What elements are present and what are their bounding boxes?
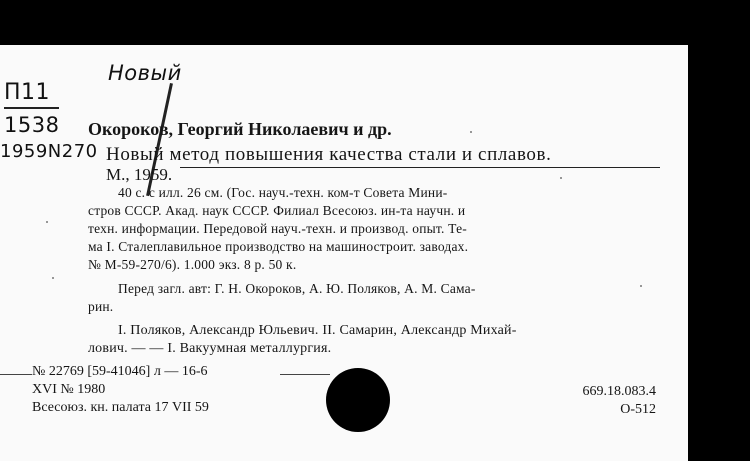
card-title: Новый метод повышения качества стали и сплавов.: [106, 144, 552, 165]
paper-speck: [640, 285, 642, 287]
description-line: 40 с. с илл. 26 см. (Гос. науч.-техн. ком-т Совета Мини-: [118, 185, 448, 200]
handwritten-call-number: 1959N270: [0, 141, 98, 162]
book-chamber-stamp: Всесоюз. кн. палата 17 VII 59: [32, 400, 209, 415]
description-line: стров СССР. Акад. наук СССР. Филиал Всесоюз. ин-та научн. и: [88, 203, 466, 218]
description-line: № М-59-270/6). 1.000 экз. 8 р. 50 к.: [88, 257, 297, 272]
description-line: ма I. Сталеплавильное производство на машиностроит. заводах.: [88, 239, 469, 254]
paper-speck: [470, 131, 472, 133]
tracing-line: I. Поляков, Александр Юльевич. II. Самарин, Александр Михай-: [118, 323, 517, 338]
card-imprint: М., 1959.: [106, 165, 173, 184]
handwritten-class-mark: П11: [4, 80, 51, 105]
udc-code: 669.18.083.4: [582, 384, 656, 399]
paper-speck: [52, 277, 54, 279]
handwritten-underline: [4, 107, 59, 109]
shelf-mark: XVI № 1980: [32, 382, 106, 397]
author-note-line: Перед загл. авт: Г. Н. Окороков, А. Ю. Поляков, А. М. Сама-: [118, 281, 476, 296]
paper-speck: [560, 177, 562, 179]
catalog-card: [0, 45, 688, 461]
description-line: техн. информации. Передовой науч.-техн. и производ. опыт. Те-: [88, 221, 467, 236]
handwritten-annotation: Новый: [108, 61, 182, 85]
title-underline: [180, 167, 660, 168]
handwritten-class-number: 1538: [4, 113, 60, 137]
tracing-number: № 22769 [59-41046] л — 16-6: [32, 364, 208, 379]
order-code: О-512: [620, 402, 656, 417]
card-author: Окороков, Георгий Николаевич и др.: [88, 119, 392, 139]
paper-speck: [46, 221, 48, 223]
rule-left: [0, 374, 32, 375]
author-note-line: рин.: [88, 299, 114, 314]
punch-hole: [326, 368, 390, 432]
tracing-line: лович. — — I. Вакуумная металлургия.: [88, 341, 332, 356]
rule-right: [280, 374, 330, 375]
